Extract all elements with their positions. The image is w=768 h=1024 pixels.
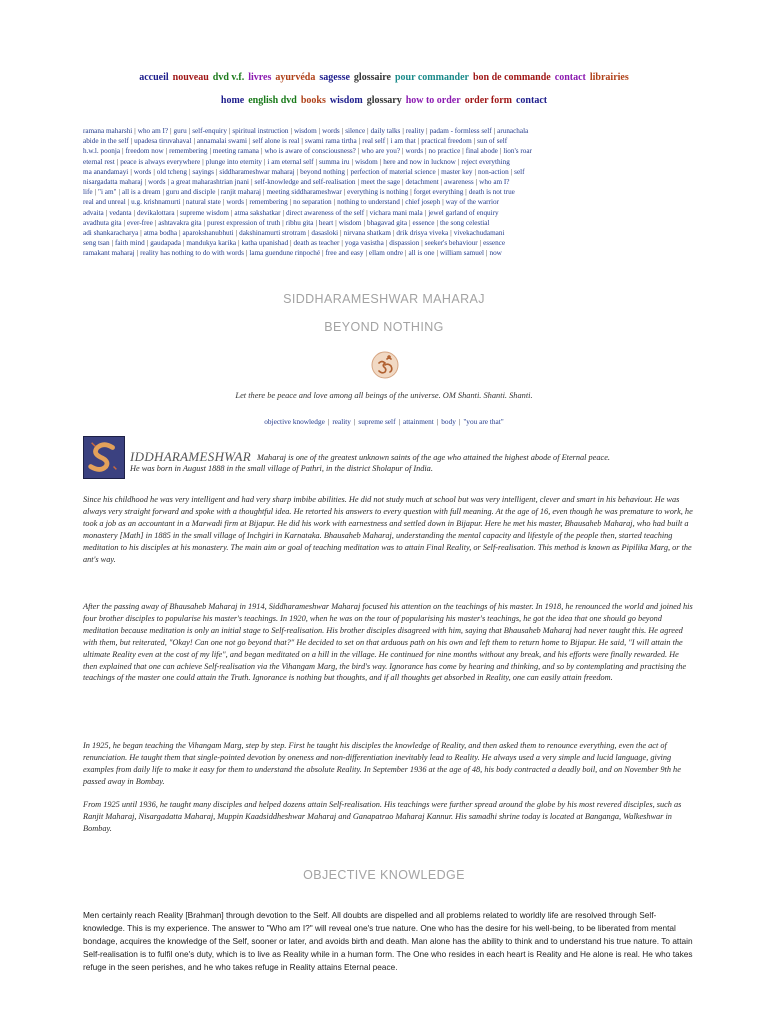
section-heading-objective-knowledge: OBJECTIVE KNOWLEDGE — [303, 868, 465, 882]
link-separator: | — [425, 147, 427, 156]
link-separator: | — [144, 178, 146, 187]
index-link[interactable]: jewel garland of enquiry — [428, 208, 499, 217]
index-link[interactable]: seng tsan — [83, 239, 110, 248]
link-separator: | — [402, 127, 404, 135]
index-link[interactable]: final abode — [465, 147, 498, 156]
link-separator: | — [440, 178, 443, 187]
link-separator: | — [351, 157, 353, 166]
index-link[interactable]: swami rama tirtha — [304, 137, 357, 146]
index-link[interactable]: advaita — [83, 208, 104, 217]
page-title: SIDDHARAMESHWAR MAHARAJ — [283, 292, 485, 306]
link-separator: | — [322, 249, 324, 258]
link-separator: | — [134, 127, 136, 135]
index-link[interactable]: real self — [362, 137, 386, 146]
link-separator: | — [327, 417, 330, 426]
index-link[interactable]: ellam ondre — [368, 249, 404, 258]
intro-name: IDDHARAMESHWAR — [130, 449, 251, 464]
link-separator: | — [238, 239, 240, 248]
link-separator: | — [217, 188, 219, 197]
index-link[interactable]: nothing to understand — [337, 198, 400, 207]
link-separator: | — [165, 147, 168, 156]
link-separator: | — [392, 229, 395, 238]
link-separator: | — [421, 239, 423, 248]
link-index-row — [83, 228, 693, 238]
index-link[interactable]: words — [322, 127, 340, 135]
objective-knowledge-text: Men certainly reach Reality [Brahman] through devotion to the Self. All doubts are dispelled and all problems related to worldly life are resolved through Self-knowledge. This is my experience. The answer to "Who am I?" will reveal one's true nature. One who has the desire for his well-being, to be liberated from mental bondage, acquires the knowledge of the Self, sooner or later, and avoids birth and death. Man alone has the ability to think and to understand his true nature. To attain Self-realisation is to fulfil one's duty, which is to live as Reality while in a human form. The One who resides in each heart is Reality and He alone is real. He who takes refuge in the seen perishes, and he who takes refuge in Reality attains Eternal peace. — [83, 910, 693, 972]
link-separator: | — [228, 127, 231, 135]
index-link[interactable]: detachment — [405, 178, 439, 187]
link-separator: | — [188, 127, 191, 135]
link-separator: | — [118, 188, 120, 197]
english-nav-link-3[interactable]: wisdom — [329, 95, 363, 106]
index-link[interactable]: guru and disciple — [165, 188, 216, 197]
link-separator: | — [230, 208, 233, 217]
index-link[interactable]: who are you? — [361, 147, 401, 156]
link-separator: | — [340, 229, 342, 238]
bio-paragraph-1: Since his childhood he was very intelligent and had very sharp imbibe abilities. He did not study much at school but was very intelligent, clever and smart in his behaviour. He was always very straight forward and spoke with a thoughtful idea. He retorted his answers to every question with full meaning. At the age of 16, even though he was premature to work, he took a job as an accountant in a Marwadi firm at Bijapur. He did his work with earnestness and settled down in Bijapur. Here he met his master, Bhausaheb Maharaj, who had built a monastery [Math] in 1885 in the small village of Inchgiri in Karnataka. Bhausaheb Maharaj, understanding the mental capacity and lifestyle of the people then, started teaching meditation to his disciples at his monastery. The main aim or goal of teaching meditation was to attain Final Reality, or Self-realisation. This method is known as Pipilika Marg, or the ant's way. — [83, 495, 693, 564]
link-separator: | — [146, 239, 149, 248]
index-link[interactable]: ranjit maharaj — [220, 188, 262, 197]
french-nav-link-8[interactable]: bon de commande — [472, 72, 551, 83]
index-link[interactable]: summa iru — [318, 157, 350, 166]
link-separator: | — [479, 239, 482, 248]
link-separator: | — [315, 157, 317, 166]
index-link[interactable]: ma anandamayi — [83, 167, 129, 176]
index-link[interactable]: mandukya karika — [186, 239, 237, 248]
link-separator: | — [249, 137, 251, 146]
index-link[interactable]: natural state — [185, 198, 221, 207]
index-link[interactable]: i am that — [390, 137, 416, 146]
link-separator: | — [385, 239, 388, 248]
link-separator: | — [94, 188, 97, 197]
index-link[interactable]: no separation — [293, 198, 332, 207]
section-link-3[interactable]: attainment — [402, 417, 434, 426]
link-separator: | — [301, 137, 303, 146]
index-link[interactable]: all is a dream — [121, 188, 161, 197]
index-link[interactable]: heart — [318, 218, 334, 227]
index-link[interactable]: the song celestial — [439, 218, 490, 227]
link-separator: | — [341, 239, 343, 248]
link-index-row — [83, 197, 693, 207]
link-index-row — [83, 208, 693, 218]
french-nav-link-0[interactable]: accueil — [139, 72, 169, 83]
link-separator: | — [402, 147, 404, 156]
link-separator: | — [366, 208, 368, 217]
link-separator: | — [127, 198, 130, 207]
link-separator: | — [153, 167, 155, 176]
index-link[interactable]: annamalai swami — [196, 137, 248, 146]
french-nav-link-2[interactable]: dvd v.f. — [212, 72, 245, 83]
index-link[interactable]: vivekachudamani — [453, 229, 505, 238]
index-link[interactable]: who is aware of consciousness? — [264, 147, 356, 156]
index-link[interactable]: atma bodha — [143, 229, 178, 238]
bio-paragraph-4: From 1925 until 1936, he taught many disciples and helped dozens attain Self-realisation. His teachings were further spread around the globe by his most revered disciples, such as Ranjit Maharaj, Nisargadatta Maharaj, Muppin Kaadsiddheshwar Maharaj and Ganapatrao Maharaj Kannur. His samadhi shrine today is located at Banganga, Walkeshwar in Bombay. — [83, 800, 682, 833]
link-separator: | — [486, 249, 488, 258]
index-link[interactable]: words — [133, 167, 152, 176]
index-link[interactable]: gaudapada — [150, 239, 181, 248]
link-index-row — [83, 248, 693, 258]
link-separator: | — [462, 147, 464, 156]
link-separator: | — [133, 208, 136, 217]
index-link[interactable]: plunge into eternity — [205, 157, 262, 166]
index-link[interactable]: essence — [483, 239, 506, 248]
link-separator: | — [167, 178, 170, 187]
index-link[interactable]: non-action — [477, 167, 509, 176]
link-separator: | — [290, 239, 292, 248]
index-link[interactable]: words — [148, 178, 166, 187]
bio-paragraph-2: After the passing away of Bhausaheb Maharaj in 1914, Siddharameshwar Maharaj focused his attention on the teachings of his master. In 1918, he renounced the world and joined his four brother disciples to popularise his master's teachings. In 1920, when he was on the tour of popularising his master's teachings, he got the idea that one should go beyond meditation because meditation is only an initial stage to Self-realisation. His brother disciples disagreed with him, saying that Bhausaheb Maharaj had never taught this. He agreed with them, but reiterated, "Okay! Can one not go beyond that?" He decided to set on that arduous path on his own and left them to return home to Bijapur. He said, "I will attain the ultimate Reality even at the cost of my life", and began meditated on a hill in the village. He continued for nine months without any break, and his efforts were finally rewarded. He then explained that one can achieve Self-realisation via the Vihangam Marg, the bird's way. Ignorance has come by hearing and thinking, and so by contemplating and practising the teachings of the master one could attain the Truth. Ignorance is nothing but thoughts, and if all thoughts get absorbed in Reality, one can easily attain freedom. — [83, 602, 693, 683]
link-separator: | — [209, 147, 211, 156]
link-separator: | — [426, 127, 428, 135]
link-separator: | — [347, 167, 349, 176]
link-separator: | — [182, 198, 184, 207]
index-link[interactable]: dakshinamurti strotram — [239, 229, 306, 238]
section-link-2[interactable]: supreme self — [358, 417, 396, 426]
index-link[interactable]: ramakant maharaj — [83, 249, 135, 258]
index-link[interactable]: reality has nothing to do with words — [140, 249, 244, 258]
index-link[interactable]: lama guendune rinpoché — [249, 249, 321, 258]
link-separator: | — [136, 249, 139, 258]
link-separator: | — [402, 178, 404, 187]
link-separator: | — [333, 198, 336, 207]
link-separator: | — [499, 147, 502, 156]
section-link-5[interactable]: "you are that" — [463, 417, 504, 426]
index-link[interactable]: lion's roar — [503, 147, 532, 156]
link-separator: | — [176, 208, 179, 217]
index-link[interactable]: direct awareness of the self — [285, 208, 365, 217]
english-nav-link-2[interactable]: books — [300, 95, 326, 106]
index-link[interactable]: wisdom — [338, 218, 362, 227]
index-link[interactable]: william samuel — [439, 249, 485, 258]
link-separator: | — [179, 229, 181, 238]
link-separator: | — [203, 218, 205, 227]
index-link[interactable]: dasasloki — [311, 229, 339, 238]
index-link[interactable]: padam - formless self — [429, 127, 492, 135]
link-separator: | — [162, 188, 164, 197]
index-link[interactable]: a great maharashtrian jnani — [171, 178, 250, 187]
index-link[interactable]: sun of self — [477, 137, 508, 146]
index-link[interactable]: peace is always everywhere — [120, 157, 201, 166]
french-nav-link-10[interactable]: librairies — [589, 72, 629, 83]
index-link[interactable]: sayings — [192, 167, 214, 176]
index-link[interactable]: adi shankaracharya — [83, 229, 139, 238]
index-link[interactable]: remembering — [169, 147, 208, 156]
index-link[interactable]: spiritual instruction — [232, 127, 289, 135]
index-link[interactable]: yoga vasistha — [344, 239, 384, 248]
link-separator: | — [130, 167, 132, 176]
link-separator: | — [475, 178, 478, 187]
index-link[interactable]: upadesa tiruvahaval — [134, 137, 192, 146]
section-links — [0, 417, 768, 426]
link-separator: | — [437, 167, 440, 176]
index-link[interactable]: bhagavad gita — [366, 218, 408, 227]
index-link[interactable]: atma sakshatkar — [234, 208, 281, 217]
link-index-row — [83, 136, 693, 146]
index-link[interactable]: reject everything — [461, 157, 510, 166]
link-separator: | — [450, 229, 452, 238]
index-link[interactable]: meet the sage — [360, 178, 401, 187]
link-separator: | — [358, 137, 361, 146]
index-link[interactable]: death is not true — [468, 188, 515, 197]
index-link[interactable]: now — [489, 249, 502, 258]
index-link[interactable]: silence — [345, 127, 366, 135]
link-index-row — [83, 177, 693, 187]
index-link[interactable]: "i am" — [98, 188, 117, 197]
index-link[interactable]: wisdom — [293, 127, 317, 135]
index-link[interactable]: words — [226, 198, 244, 207]
index-link[interactable]: essence — [412, 218, 435, 227]
index-link[interactable]: ashtavakra gita — [158, 218, 202, 227]
link-separator: | — [457, 157, 460, 166]
link-separator: | — [442, 198, 444, 207]
link-separator: | — [405, 249, 407, 258]
index-link[interactable]: eternal rest — [83, 157, 115, 166]
index-link[interactable]: nirvana shatkam — [343, 229, 391, 238]
english-nav-link-1[interactable]: english dvd — [248, 95, 297, 106]
index-link[interactable]: real and unreal — [83, 198, 126, 207]
index-link[interactable]: who am I? — [479, 178, 510, 187]
link-separator: | — [245, 198, 248, 207]
index-link[interactable]: faith mind — [115, 239, 145, 248]
link-separator: | — [343, 188, 346, 197]
link-separator: | — [111, 239, 114, 248]
link-separator: | — [140, 229, 142, 238]
link-separator: | — [379, 157, 382, 166]
index-link[interactable]: siddharameshwar maharaj — [219, 167, 295, 176]
link-separator: | — [510, 167, 513, 176]
english-nav-link-0[interactable]: home — [220, 95, 245, 106]
french-nav-link-3[interactable]: livres — [248, 72, 272, 83]
link-separator: | — [290, 127, 292, 135]
index-link[interactable]: no practice — [428, 147, 461, 156]
link-index-row — [83, 238, 693, 248]
link-separator: | — [493, 127, 496, 135]
index-link[interactable]: vichara mani mala — [369, 208, 423, 217]
index-link[interactable]: supreme wisdom — [180, 208, 229, 217]
link-separator: | — [353, 417, 356, 426]
dropcap-s-icon — [83, 436, 125, 479]
link-separator: | — [188, 167, 191, 176]
link-index-row — [83, 146, 693, 156]
link-separator: | — [289, 198, 292, 207]
link-separator: | — [193, 137, 195, 146]
index-link[interactable]: seeker's behaviour — [424, 239, 478, 248]
index-link[interactable]: katha upanishad — [241, 239, 289, 248]
peace-invocation: Let there be peace and love among all beings of the universe. OM Shanti. Shanti. Shanti. — [235, 391, 533, 400]
link-separator: | — [436, 249, 438, 258]
index-link[interactable]: drik drisya viveka — [396, 229, 449, 238]
index-link[interactable]: devikalottara — [137, 208, 175, 217]
index-link[interactable]: here and now in lucknow — [383, 157, 456, 166]
link-separator: | — [215, 167, 218, 176]
link-separator: | — [130, 137, 133, 146]
index-link[interactable]: all is one — [408, 249, 435, 258]
index-link[interactable]: guru — [173, 127, 187, 135]
link-separator: | — [235, 229, 238, 238]
index-link[interactable]: meeting siddharameshwar — [266, 188, 342, 197]
link-separator: | — [245, 249, 248, 258]
link-separator: | — [387, 137, 389, 146]
index-link[interactable]: ramana maharshi — [83, 127, 133, 135]
index-link[interactable]: words — [405, 147, 424, 156]
index-link[interactable]: wisdom — [354, 157, 378, 166]
om-symbol-icon — [370, 350, 400, 380]
index-link[interactable]: dispassion — [389, 239, 420, 248]
french-nav-link-9[interactable]: contact — [554, 72, 586, 83]
index-link[interactable]: vedanta — [109, 208, 132, 217]
section-link-4[interactable]: body — [441, 417, 456, 426]
index-link[interactable]: who am I? — [137, 127, 169, 135]
intro-birth: He was born in August 1888 in the small village of Pathri, in the district Sholapur of India. — [130, 464, 433, 473]
index-link[interactable]: h.w.l. poonja — [83, 147, 121, 156]
link-separator: | — [424, 208, 427, 217]
link-separator: | — [436, 417, 439, 426]
index-link[interactable]: i am eternal self — [267, 157, 314, 166]
index-link[interactable]: self-enquiry — [192, 127, 227, 135]
english-nav-bar — [0, 95, 768, 106]
english-nav-link-4[interactable]: glossary — [366, 95, 402, 106]
link-separator: | — [357, 178, 359, 187]
index-link[interactable]: self — [514, 167, 525, 176]
index-link[interactable]: master key — [441, 167, 473, 176]
link-separator: | — [296, 167, 299, 176]
index-link[interactable]: arunachala — [497, 127, 529, 135]
french-nav-link-1[interactable]: nouveau — [172, 72, 209, 83]
index-link[interactable]: perfection of material science — [350, 167, 436, 176]
index-link[interactable]: awareness — [444, 178, 474, 187]
index-link[interactable]: u.g. krishnamurti — [131, 198, 181, 207]
index-link[interactable]: chief joseph — [405, 198, 441, 207]
link-separator: | — [363, 218, 365, 227]
section-link-1[interactable]: reality — [332, 417, 351, 426]
index-link[interactable]: beyond nothing — [300, 167, 346, 176]
link-separator: | — [222, 198, 225, 207]
index-link[interactable]: meeting ramana — [212, 147, 259, 156]
index-link[interactable]: self alone is real — [252, 137, 300, 146]
link-separator: | — [401, 198, 404, 207]
link-separator: | — [123, 218, 125, 227]
index-link[interactable]: everything is nothing — [347, 188, 409, 197]
link-index-row — [83, 218, 693, 228]
link-separator: | — [154, 218, 157, 227]
link-separator: | — [465, 188, 467, 197]
index-link[interactable]: aparokshanubhuti — [182, 229, 234, 238]
link-separator: | — [170, 127, 172, 135]
index-link[interactable]: purest expression of truth — [207, 218, 281, 227]
link-separator: | — [263, 188, 265, 197]
index-link[interactable]: freedom now — [125, 147, 164, 156]
page-subtitle: BEYOND NOTHING — [324, 320, 444, 334]
link-separator: | — [261, 147, 263, 156]
index-link[interactable]: ever-free — [126, 218, 153, 227]
index-link[interactable]: reality — [405, 127, 425, 135]
link-separator: | — [474, 167, 476, 176]
index-link[interactable]: free and easy — [325, 249, 364, 258]
link-separator: | — [341, 127, 344, 135]
english-nav-link-6[interactable]: order form — [464, 95, 512, 106]
index-link[interactable]: abide in the self — [83, 137, 129, 146]
index-link[interactable]: life — [83, 188, 93, 197]
french-nav-link-7[interactable]: pour commander — [394, 72, 469, 83]
index-link[interactable]: avadhuta gita — [83, 218, 122, 227]
index-link[interactable]: practical freedom — [421, 137, 472, 146]
link-separator: | — [458, 417, 461, 426]
link-separator: | — [473, 137, 476, 146]
index-link[interactable]: way of the warrior — [445, 198, 499, 207]
index-link[interactable]: nisargadatta maharaj — [83, 178, 143, 187]
link-separator: | — [410, 188, 412, 197]
link-index-row — [83, 126, 693, 136]
english-nav-link-7[interactable]: contact — [515, 95, 548, 106]
link-index-row — [83, 187, 693, 197]
link-separator: | — [398, 417, 400, 426]
link-separator: | — [417, 137, 420, 146]
link-separator: | — [202, 157, 204, 166]
link-separator: | — [282, 208, 284, 217]
french-nav-bar — [0, 72, 768, 83]
index-link[interactable]: forget everything — [413, 188, 464, 197]
link-separator: | — [122, 147, 124, 156]
french-nav-link-5[interactable]: sagesse — [319, 72, 350, 83]
link-separator: | — [365, 249, 367, 258]
index-link[interactable]: old tcheng — [156, 167, 187, 176]
link-separator: | — [116, 157, 119, 166]
index-link[interactable]: self-knowledge and self-realisation — [254, 178, 356, 187]
index-link[interactable]: remembering — [249, 198, 288, 207]
link-separator: | — [436, 218, 438, 227]
link-separator: | — [307, 229, 310, 238]
intro-sentence: Maharaj is one of the greatest unknown saints of the age who attained the highest abode of Eternal peace. — [257, 453, 610, 462]
index-link[interactable]: death as teacher — [293, 239, 340, 248]
bio-paragraph-3: In 1925, he began teaching the Vihangam Marg, step by step. First he taught his disciples the knowledge of Reality, and then asked them to renounce everything, even the act of renunciation. He taught them that single-pointed devotion by oneness and non-differentiation inevitably lead to Reality. He always used a very simple and lucid language, giving examples from daily life to make it easy for them to understand the absolute Reality. In September 1936 at the age of 48, his body contracted a deadly boil, and on November 9th he passed away in Bombay. — [83, 741, 681, 786]
link-separator: | — [318, 127, 321, 135]
link-separator: | — [315, 218, 317, 227]
french-nav-link-6[interactable]: glossaire — [353, 72, 391, 83]
link-separator: | — [282, 218, 284, 227]
link-separator: | — [182, 239, 185, 248]
link-index-row — [83, 157, 693, 167]
link-separator: | — [251, 178, 253, 187]
link-separator: | — [409, 218, 411, 227]
index-link[interactable]: ribhu gita — [285, 218, 314, 227]
french-nav-link-4[interactable]: ayurvéda — [275, 72, 316, 83]
link-separator: | — [105, 208, 108, 217]
link-separator: | — [357, 147, 360, 156]
link-index — [83, 126, 693, 259]
link-separator: | — [335, 218, 337, 227]
section-link-0[interactable]: objective knowledge — [264, 417, 325, 426]
link-index-row — [83, 167, 693, 177]
index-link[interactable]: daily talks — [370, 127, 401, 135]
link-separator: | — [263, 157, 266, 166]
link-separator: | — [367, 127, 369, 135]
english-nav-link-5[interactable]: how to order — [405, 95, 461, 106]
